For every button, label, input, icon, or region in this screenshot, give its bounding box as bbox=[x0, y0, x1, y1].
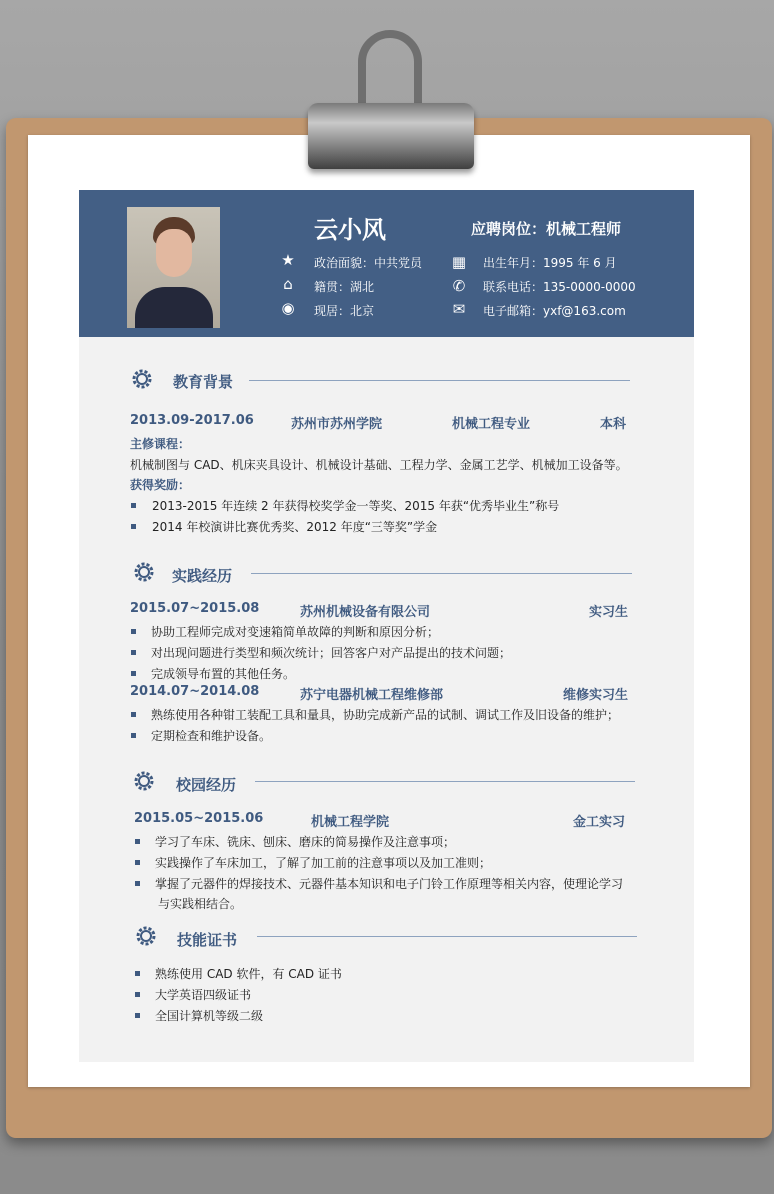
job-period: 2015.07~2015.08 bbox=[130, 601, 260, 616]
bullet bbox=[131, 733, 136, 738]
award-item: 2014 年校演讲比赛优秀奖、2012 年度“三等奖”学金 bbox=[152, 520, 438, 534]
skill-item: 熟练使用 CAD 软件，有 CAD 证书 bbox=[155, 967, 342, 981]
practice-title: 实践经历 bbox=[172, 567, 233, 585]
bullet bbox=[131, 629, 136, 634]
award-item: 2013-2015 年连续 2 年获得校奖学金一等奖、2015 年获“优秀毕业生”称号 bbox=[152, 499, 560, 513]
job-item: 对出现问题进行类型和频次统计；回答客户对产品提出的技术问题； bbox=[151, 646, 512, 660]
campus-item: 掌握了元器件的焊接技术、元器件基本知识和电子门铃工作原理等相关内容，使理论学习 bbox=[155, 877, 624, 891]
gear-icon bbox=[132, 769, 156, 793]
job-item: 完成领导布置的其他任务。 bbox=[151, 667, 296, 681]
degree: 本科 bbox=[600, 417, 627, 432]
residence: 现居：北京 bbox=[314, 304, 375, 318]
bullet bbox=[131, 503, 136, 508]
campus-item: 实践操作了车床加工，了解了加工前的注意事项以及加工准则； bbox=[155, 856, 492, 870]
bullet bbox=[135, 881, 140, 886]
divider bbox=[251, 573, 632, 574]
education-period: 2013.09-2017.06 bbox=[130, 413, 254, 428]
divider bbox=[255, 781, 635, 782]
location-icon: ◉ bbox=[281, 299, 295, 317]
bullet bbox=[135, 971, 140, 976]
company-name: 苏州机械设备有限公司 bbox=[300, 605, 431, 620]
profile-photo bbox=[127, 207, 220, 328]
hometown: 籍贯：湖北 bbox=[314, 280, 375, 294]
bullet bbox=[135, 839, 140, 844]
job-role: 实习生 bbox=[589, 605, 629, 620]
bullet bbox=[135, 1013, 140, 1018]
campus-org: 机械工程学院 bbox=[311, 815, 390, 830]
home-icon: ⌂ bbox=[283, 275, 293, 293]
gear-icon bbox=[130, 367, 154, 391]
candidate-name: 云小风 bbox=[314, 216, 386, 244]
school-name: 苏州市苏州学院 bbox=[291, 417, 383, 432]
campus-role: 金工实习 bbox=[573, 815, 626, 830]
campus-period: 2015.05~2015.06 bbox=[134, 811, 264, 826]
phone-icon: ✆ bbox=[452, 277, 466, 295]
job-item: 协助工程师完成对变速箱简单故障的判断和原因分析； bbox=[151, 625, 440, 639]
company-name: 苏宁电器机械工程维修部 bbox=[300, 688, 444, 703]
bullet bbox=[131, 671, 136, 676]
calendar-icon: ▦ bbox=[451, 253, 467, 271]
political-status: 政治面貌：中共党员 bbox=[314, 256, 423, 270]
gear-icon bbox=[134, 924, 158, 948]
bullet bbox=[131, 524, 136, 529]
applied-position: 应聘岗位：机械工程师 bbox=[471, 220, 622, 238]
courses-text: 机械制图与 CAD、机床夹具设计、机械设计基础、工程力学、金属工艺学、机械加工设备等。 bbox=[130, 458, 628, 472]
bullet bbox=[135, 860, 140, 865]
clip bbox=[308, 103, 474, 169]
campus-item-continued: 与实践相结合。 bbox=[158, 897, 243, 911]
campus-title: 校园经历 bbox=[176, 776, 237, 794]
divider bbox=[249, 380, 630, 381]
phone-number: 联系电话：135-0000-0000 bbox=[483, 280, 636, 294]
bullet bbox=[135, 992, 140, 997]
campus-item: 学习了车床、铣床、刨床、磨床的简易操作及注意事项； bbox=[155, 835, 456, 849]
mail-icon: ✉ bbox=[452, 300, 466, 318]
job-role: 维修实习生 bbox=[563, 688, 629, 703]
email-address: 电子邮箱：yxf@163.com bbox=[483, 304, 626, 318]
resume-header bbox=[79, 190, 694, 337]
courses-label: 主修课程： bbox=[130, 437, 191, 451]
bullet bbox=[131, 712, 136, 717]
job-item: 定期检查和维护设备。 bbox=[151, 729, 272, 743]
birth-date: 出生年月：1995 年 6 月 bbox=[483, 256, 617, 270]
skill-item: 全国计算机等级二级 bbox=[155, 1009, 264, 1023]
job-period: 2014.07~2014.08 bbox=[130, 684, 260, 699]
divider bbox=[257, 936, 637, 937]
star-icon: ★ bbox=[281, 251, 295, 269]
skills-title: 技能证书 bbox=[177, 931, 238, 949]
skill-item: 大学英语四级证书 bbox=[155, 988, 252, 1002]
education-title: 教育背景 bbox=[173, 373, 234, 391]
major: 机械工程专业 bbox=[452, 417, 531, 432]
job-item: 熟练使用各种钳工装配工具和量具，协助完成新产品的试制、调试工作及旧设备的维护； bbox=[151, 708, 620, 722]
bullet bbox=[131, 650, 136, 655]
gear-icon bbox=[132, 560, 156, 584]
awards-label: 获得奖励： bbox=[130, 478, 191, 492]
